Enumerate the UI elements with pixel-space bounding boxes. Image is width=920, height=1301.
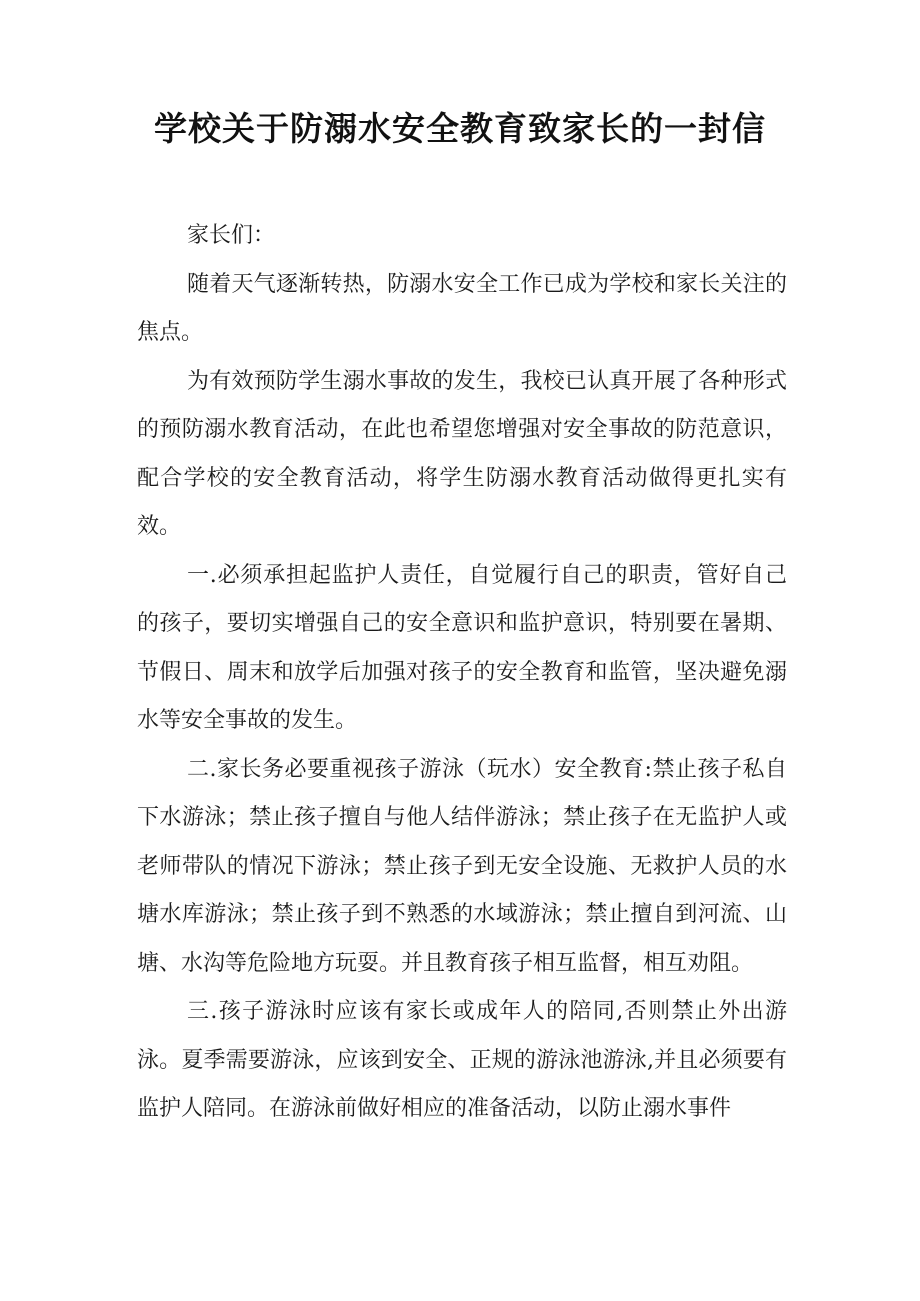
- paragraph-item-3: 三.孩子游泳时应该有家长或成年人的陪同,否则禁止外出游泳。夏季需要游泳，应该到安全、正规的游泳池游泳,并且必须要有监护人陪同。在游泳前做好相应的准备活动，以防止溺水事件: [137, 999, 787, 1121]
- letter-body: [137, 212, 787, 1134]
- paragraph-item-1: 一.必须承担起监护人责任，自觉履行自己的职责，管好自己的孩子，要切实增强自己的安全意识和监护意识，特别要在暑期、节假日、周末和放学后加强对孩子的安全教育和监管，坚决避免溺水等安全事故的发生。: [137, 562, 787, 733]
- paragraph-purpose: 为有效预防学生溺水事故的发生，我校已认真开展了各种形式的预防溺水教育活动，在此也希望您增强对安全事故的防范意识，配合学校的安全教育活动，将学生防溺水教育活动做得更扎实有效。: [137, 368, 787, 539]
- document-title: 学校关于防溺水安全教育致家长的一封信: [154, 109, 766, 148]
- salutation: 家长们：: [187, 223, 276, 248]
- paragraph-intro: 随着天气逐渐转热，防溺水安全工作已成为学校和家长关注的焦点。: [137, 271, 787, 345]
- paragraph-item-2: 二.家长务必要重视孩子游泳（玩水）安全教育:禁止孩子私自下水游泳；禁止孩子擅自与他人结伴游泳；禁止孩子在无监护人或老师带队的情况下游泳；禁止孩子到无安全设施、无救护人员的水塘水库游泳；禁止孩子到不熟悉的水域游泳；禁止擅自到河流、山塘、水沟等危险地方玩耍。并且教育孩子相互监督，相互劝阻。: [137, 756, 787, 976]
